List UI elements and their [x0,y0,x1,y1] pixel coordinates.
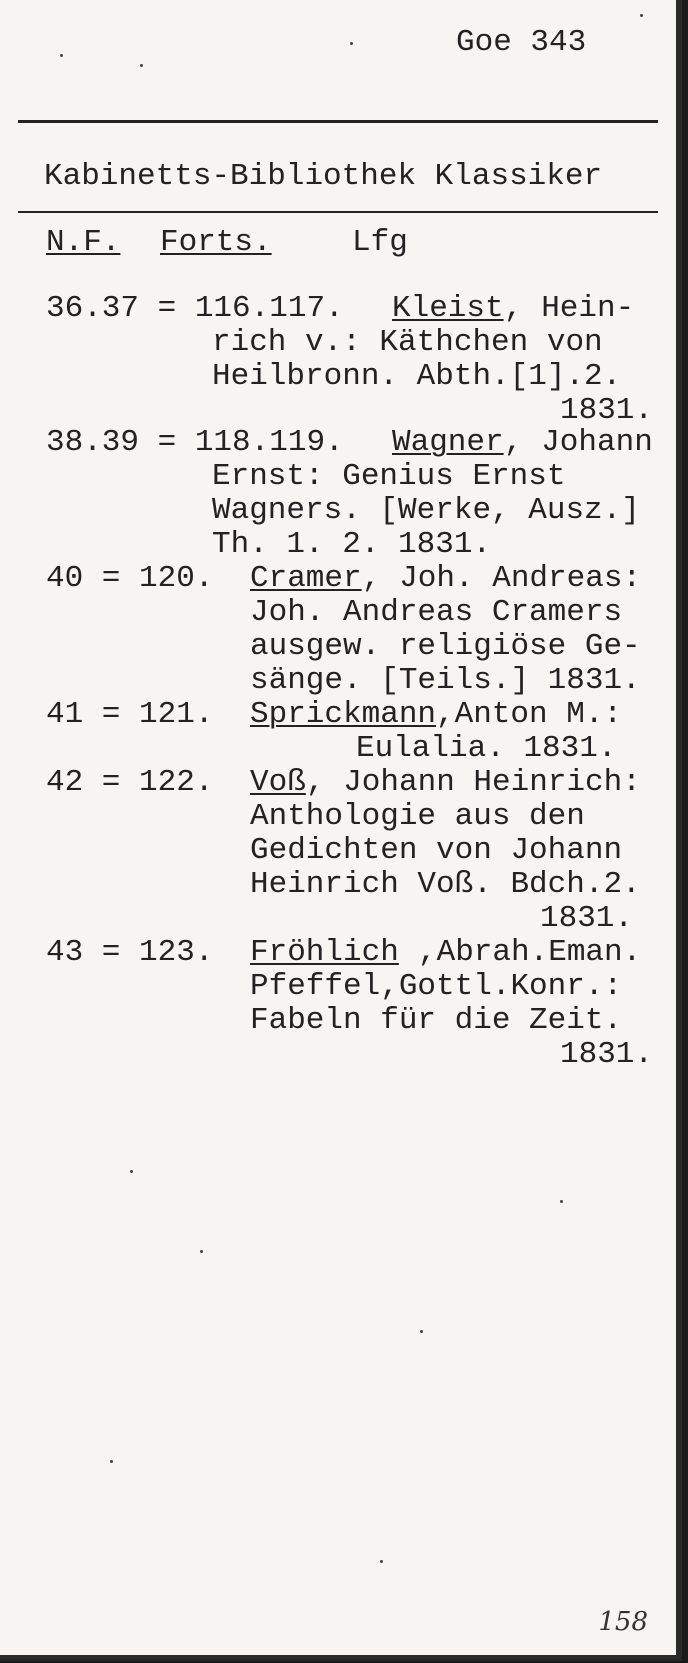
entry-line: Fabeln für die Zeit. [250,1003,623,1038]
entry-number: 41 = 121. [46,697,214,732]
column-nf: N.F. [46,225,121,260]
entry-author: Cramer [250,561,362,596]
entry-line: , Johann Heinrich: [306,765,641,800]
entry-line: Pfeffel,Gottl.Konr.: [250,969,623,1004]
series-title: Kabinetts-Bibliothek Klassiker [44,159,603,194]
entry-author: Voß [250,765,306,800]
scan-speck [640,14,643,17]
entry-line: ,Abrah.Eman. [418,935,642,970]
page-mark: 158 [598,1607,648,1637]
entry-year: 1831. [560,1037,654,1072]
entry-line: Heilbronn. Abth.[1].2. [212,359,622,394]
column-forts: Forts. [160,225,272,260]
entry-line: Th. 1. 2. 1831. [212,527,492,562]
scan-speck [130,1170,133,1173]
scan-speck [110,1460,113,1463]
top-rule [18,120,658,123]
entry-author: Wagner [392,425,504,460]
entry-line: Eulalia. 1831. [356,731,617,766]
entry-author: Kleist [392,291,504,326]
entry-line: rich v.: Käthchen von [212,325,603,360]
header-rule [18,211,658,213]
scan-speck [560,1200,563,1203]
scan-speck [350,42,353,45]
entry-line: , Joh. Andreas: [362,561,642,596]
entry-line: ,Anton M.: [436,697,623,732]
entry-author: Fröhlich [250,935,399,970]
entry-line: Ernst: Genius Ernst [212,459,566,494]
entry-number: 36.37 = 116.117. [46,291,344,326]
entry-line: , Hein- [504,291,635,326]
entry-line: Heinrich Voß. Bdch.2. [250,867,641,902]
entry-number: 43 = 123. [46,935,214,970]
column-lfg: Lfg [352,225,408,260]
entry-number: 38.39 = 118.119. [46,425,344,460]
scan-speck [60,54,63,57]
entry-line: Gedichten von Johann [250,833,623,868]
call-number: Goe 343 [456,25,587,60]
entry-line: ausgew. religiöse Ge- [250,629,641,664]
entry-author: Sprickmann [250,697,437,732]
entry-year: 1831. [560,393,654,428]
entry-line: , Johann [504,425,653,460]
scan-speck [420,1330,423,1333]
entry-year: 1831. [540,901,634,936]
scan-speck [380,1560,383,1563]
entry-line: Anthologie aus den [250,799,585,834]
scan-speck [140,64,143,67]
entry-line: Joh. Andreas Cramers [250,595,623,630]
scan-speck [200,1250,203,1253]
entry-number: 42 = 122. [46,765,214,800]
entry-line: sänge. [Teils.] 1831. [250,663,641,698]
entry-number: 40 = 120. [46,561,214,596]
entry-line: Wagners. [Werke, Ausz.] [212,493,640,528]
